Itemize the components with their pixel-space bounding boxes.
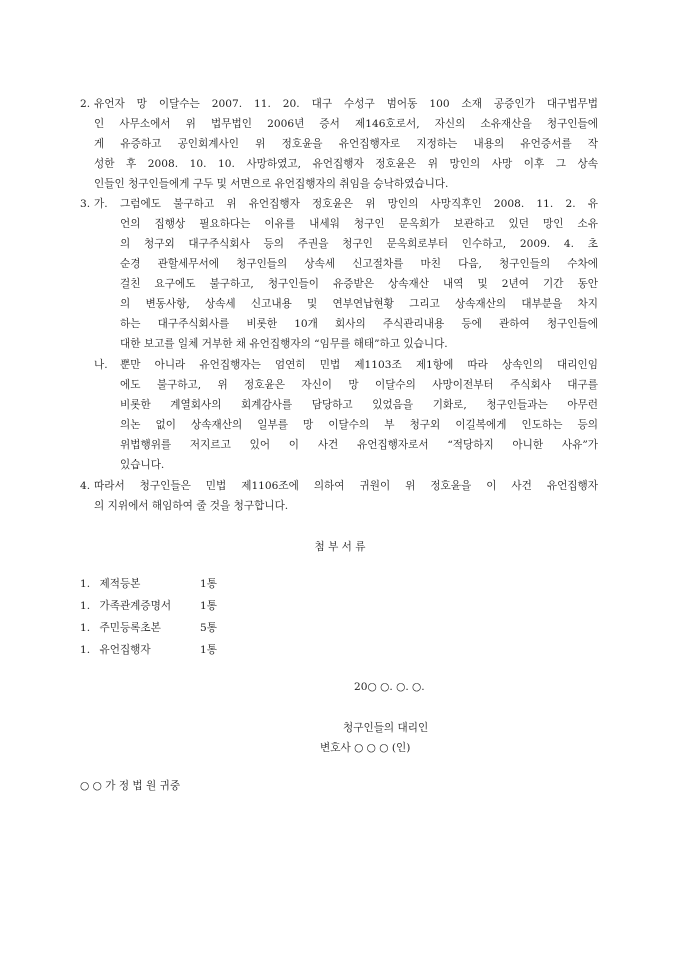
- document-date: 20○ ○. ○. ○.: [354, 681, 425, 693]
- attachment-num: 1.: [80, 600, 91, 612]
- section-2-number: 2.: [80, 98, 91, 110]
- section-4-line-1: 따라서 청구인들은 민법 제1106조에 의하여 귀원이 위 정호윤을 이 사건 유언집행자: [94, 480, 598, 492]
- section-3a-label: 가.: [94, 198, 108, 210]
- attachment-name: 제적등본: [99, 578, 141, 590]
- section-2-line-3: 게 유증하고 공인회계사인 위 정호윤을 유언집행자로 지정하는 내용의 유언증서를 작: [94, 138, 598, 150]
- lawyer-signature: 변호사 ○ ○ ○ (인): [320, 742, 411, 754]
- section-3a-line-6: 의 변동사항, 상속세 신고내용 및 연부연납현황 그리고 상속재산의 대부분을 차지: [120, 298, 598, 310]
- attachment-count: 1통: [200, 578, 217, 590]
- attachment-name: 가족관계증명서: [99, 600, 172, 612]
- attachment-count: 1통: [200, 644, 217, 656]
- section-4-number: 4.: [80, 480, 91, 492]
- attachment-item: [80, 574, 217, 594]
- section-3b-line-2: 에도 불구하고, 위 정호윤은 자신이 망 이달수의 사망이전부터 주식회사 대구를: [120, 379, 598, 391]
- attachment-num: 1.: [80, 578, 91, 590]
- section-3b-line-5: 위법행위를 저지르고 있어 이 사건 유언집행자로서 “적당하지 아니한 사유”가: [120, 439, 598, 451]
- attachments-title: 첨 부 서 류: [314, 541, 366, 553]
- attachment-name: 주민등록초본: [99, 622, 161, 634]
- attachment-num: 1.: [80, 622, 91, 634]
- attachment-count: 5통: [200, 622, 217, 634]
- section-3b-line-1: 뿐만 아니라 유언집행자는 엄연히 민법 제1103조 제1항에 따라 상속인의 대리인임: [120, 359, 598, 371]
- section-3b-line-3: 비롯한 계열회사의 회계감사를 담당하고 있었음을 기화로, 청구인들과는 아무런: [120, 399, 598, 411]
- section-3a-line-3: 의 청구외 대구주식회사 등의 주권을 청구인 문옥희로부터 인수하고, 2009. 4. 초: [120, 238, 598, 250]
- attachment-item: [80, 618, 217, 638]
- attachment-name: 유언집행자: [99, 644, 151, 656]
- attachment-num: 1.: [80, 644, 91, 656]
- section-2-line-5: 인들인 청구인들에게 구두 및 서면으로 유언집행자의 취임을 승낙하였습니다.: [94, 178, 449, 190]
- court-addressee: ○ ○ 가 정 법 원 귀중: [80, 780, 181, 792]
- section-4-line-2: 의 지위에서 해임하여 줄 것을 청구합니다.: [94, 500, 289, 512]
- section-3a-line-1: 그럼에도 불구하고 위 유언집행자 정호윤은 위 망인의 사망직후인 2008. 11. 2. 유: [120, 198, 598, 210]
- section-3-number: 3.: [80, 198, 91, 210]
- section-3a-line-8: 대한 보고를 일체 거부한 채 유언집행자의 “임무를 해태”하고 있습니다.: [120, 338, 448, 350]
- agent-role: 청구인들의 대리인: [343, 722, 429, 734]
- section-3b-label: 나.: [94, 359, 108, 371]
- section-2-line-4: 성한 후 2008. 10. 10. 사망하였고, 유언집행자 정호윤은 위 망인의 사망 이후 그 상속: [94, 158, 598, 170]
- section-3a-line-5: 걸친 요구에도 불구하고, 청구인들이 유증받은 상속재산 내역 및 2년여 기간 동안: [120, 278, 598, 290]
- section-2-line-2: 인 사무소에서 위 법무법인 2006년 증서 제146호로서, 자신의 소유재산을 청구인들에: [94, 118, 598, 130]
- section-2-line-1: 유언자 망 이달수는 2007. 11. 20. 대구 수성구 범어동 100 소재 공증인가 대구법무법: [94, 98, 598, 110]
- attachment-item: [80, 596, 217, 616]
- attachment-item: [80, 640, 217, 660]
- section-3a-line-7: 하는 대구주식회사를 비롯한 10개 회사의 주식관리내용 등에 관하여 청구인들에: [120, 318, 598, 330]
- section-3b-line-4: 의논 없이 상속재산의 일부를 망 이달수의 부 청구외 이길복에게 인도하는 등의: [120, 419, 598, 431]
- section-3a-line-4: 순경 관할세무서에 청구인들의 상속세 신고절차를 마친 다음, 청구인들의 수차에: [120, 258, 598, 270]
- attachment-count: 1통: [200, 600, 217, 612]
- section-3a-line-2: 언의 집행상 필요하다는 이유를 내세워 청구인 문옥희가 보관하고 있던 망인 소유: [120, 218, 598, 230]
- section-3b-line-6: 있습니다.: [120, 459, 165, 471]
